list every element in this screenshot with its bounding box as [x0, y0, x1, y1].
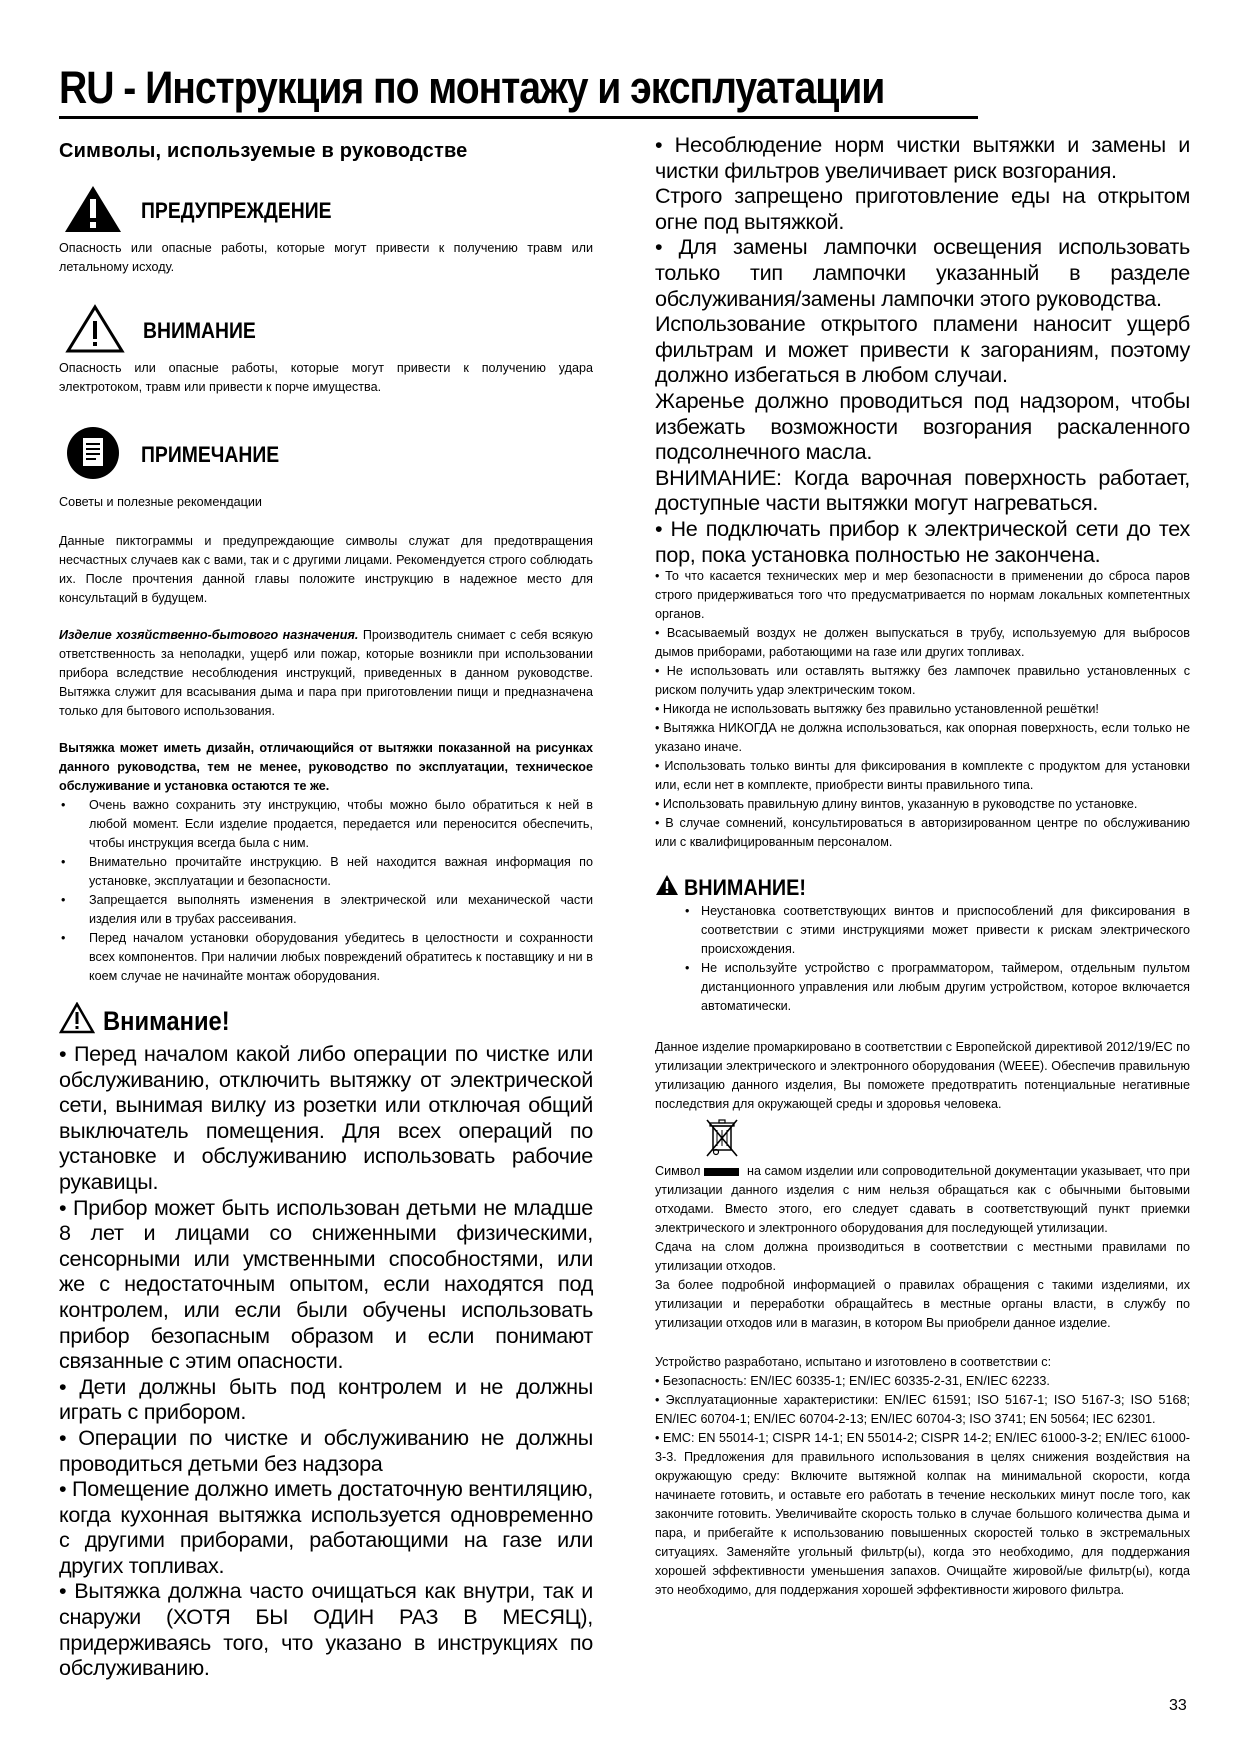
safety-paragraph: Жаренье должно проводиться под надзором, чтобы избежать возможности возгорания раскаленного подсолнечного масла.: [655, 387, 1190, 465]
symbol-desc: Опасность или опасные работы, которые могут привести к получению травм или летальному исходу.: [59, 241, 593, 274]
safety-note: • Не использовать или оставлять вытяжку без лампочек правильно установленных с риском получить удар электрическим током.: [655, 664, 1190, 698]
safety-notes: [655, 567, 1190, 852]
note-icon: [65, 425, 141, 486]
warning-triangle-icon: [65, 304, 143, 359]
info-paragraph: За более подробной информацией о правилах обращения с такими изделиями, их утилизации и переработки обращайтесь в местные органы власти, в службу по утилизации отходов или в магазин, в котором Вы приобрели данное изделие.: [655, 1278, 1190, 1331]
safety-paragraph: Строго запрещено приготовление еды на открытом огне под вытяжкой.: [655, 183, 1190, 234]
warning-paragraph: • Дети должны быть под контролем и не должны играть с прибором.: [59, 1373, 593, 1425]
list-item: • Перед началом установки оборудования убедитесь в целостности и сохранности всех компонентов. При наличии любых повреждений обратитесь к поставщику и ни в коем случае не начинайте монтаж оборудования.: [59, 929, 593, 986]
warning-title: Внимание!: [103, 1006, 230, 1036]
standards-item: • Безопасность: EN/IEC 60335-1; EN/IEC 60335-2-31, EN/IEC 62233.: [655, 1374, 1050, 1389]
paragraph-bold: Вытяжка может иметь дизайн, отличающийся от вытяжки показанной на рисунках данного руководства, тем не менее, руководство по эксплуатации, техническое обслуживание и установка остаются те же.: [59, 741, 593, 793]
symbols-heading: Символы, используемые в руководстве: [59, 140, 468, 162]
list-item: • Не используйте устройство с программатором, таймером, отдельным пультом дистанционного управления или любым другим устройством, которое включается автоматически.: [655, 959, 1190, 1016]
warning2-list: [655, 902, 1190, 1016]
warning-paragraph: • Операции по чистке и обслуживанию не должны проводиться детьми без надзора: [59, 1424, 593, 1476]
standards-intro: Устройство разработано, испытано и изготовлено в соответствии с:: [655, 1355, 1052, 1370]
symbol-lead: Символ: [655, 1164, 701, 1179]
warning-triangle-icon: [59, 1002, 95, 1041]
warning2-title: ВНИМАНИЕ!: [684, 875, 806, 901]
symbol-paragraph: [655, 1162, 1190, 1238]
safety-note: • То что касается технических мер и мер безопасности в применении до сброса паров строго придерживаться того что предусматривается по нормам локальных компетентных органов.: [655, 569, 1190, 622]
scrap-paragraph: Сдача на слом должна производиться в соответствии с местными правилами по утилизации отходов.: [655, 1240, 1190, 1274]
standards-item: • Эксплуатационные характеристики: EN/IEC 61591; ISO 5167-1; ISO 5167-3; ISO 5168; EN/IEC 60704-1; EN/IEC 60704-2-13; EN/IEC 60704-3; ISO 3741; EN 50564; IEC 62301.: [655, 1393, 1190, 1427]
list-item: • Неустановка соответствующих винтов и приспособлений для фиксирования в соответствии с этими инструкциями может привести к рискам электрического происхождения.: [655, 902, 1190, 959]
safety-paragraph: • Для замены лампочки освещения использовать только тип лампочки указанный в разделе обслуживания/замены лампочки этого руководства.: [655, 234, 1190, 311]
symbol-title: ПРИМЕЧАНИЕ: [141, 442, 280, 467]
safety-paragraph: • Несоблюдение норм чистки вытяжки и замены и чистки фильтров увеличивает риск возгорания.: [655, 132, 1190, 183]
safety-text: [655, 132, 1190, 567]
left-column: [59, 132, 593, 1681]
warning2-heading: [655, 874, 1190, 902]
weee-bar-icon: [704, 1168, 739, 1176]
symbol-caution: [65, 303, 593, 359]
warning-paragraph: • Вытяжка должна часто очищаться как внутри, так и снаружи (ХОТЯ БЫ ОДИН РАЗ В МЕСЯЦ), придерживаясь того, что указано в инструкциях по обслуживанию.: [59, 1578, 593, 1681]
paragraph-text: Производитель снимает с себя всякую ответственность за неполадки, ущерб или пожар, которые возникли при использовании прибора вследствие несоблюдения инструкций, приведенных в данном руководстве. Вытяжка служит для всасывания дыма и пара при приготовлении пищи и предназначена только для бытового использования.: [59, 628, 594, 718]
safety-paragraph: Использование открытого пламени наносит ущерб фильтрам и может привести к загораниям, поэтому должно избегаться в любом случаи.: [655, 311, 1190, 388]
symbol-note: [65, 423, 593, 487]
weee-paragraph: Данное изделие промаркировано в соответствии с Европейской директивой 2012/19/EC по утилизации электрического и электронного оборудования (WEEE). Обеспечив правильную утилизацию данного изделия, Вы поможете предотвратить потенциальные негативные последствия для окружающей среды и здоровья человека.: [655, 1040, 1190, 1112]
safety-note: • Вытяжка НИКОГДА не должна использоваться, как опорная поверхность, если только не указано иначе.: [655, 721, 1190, 755]
symbol-title: ПРЕДУПРЕЖДЕНИЕ: [141, 198, 332, 223]
safety-note: • Никогда не использовать вытяжку без правильно установленной решётки!: [655, 702, 1099, 717]
right-column: [655, 132, 1190, 1600]
danger-triangle-icon: [63, 184, 141, 239]
safety-note: • Всасываемый воздух не должен выпускаться в трубу, используемую для выбросов дымов приборами, работающими на газе или других топливах.: [655, 626, 1190, 660]
safety-note: • В случае сомнений, консультироваться в авторизированном центре по обслуживанию или с квалифицированным персоналом.: [655, 816, 1190, 850]
warning-heading: [59, 1002, 593, 1041]
symbol-title: ВНИМАНИЕ: [143, 318, 256, 343]
symbol-text: на самом изделии или сопроводительной документации указывает, что при утилизации данного изделия с ним нельзя обращаться как с обычными бытовыми отходами. Вместо этого, его следует сдавать в соответствующий пункт приемки электрического и электронного оборудования для последующей утилизации.: [655, 1164, 1190, 1236]
standards-item: • EMC: EN 55014-1; CISPR 14-1; EN 55014-2; CISPR 14-2; EN/IEC 61000-3-2; EN/IEC 61000-3-3. Предложения для правильного использования в целях снижения воздействия на окружающую среду: Включите вытяжной колпак на минимальной скорости, когда начинаете готовить, и оставьте его работать в течение нескольких минут после того, как закончите готовить. Увеличивайте скорость только в случае большого количества дыма и пара, и прибегайте к использованию повышенных скоростей только в экстремальных ситуациях. Заменяйте угольный фильтр(ы), когда это необходимо, для поддержания хорошей эффективности уменьшения запахов. Очищайте жировой/ые фильтр(ы), когда это необходимо, для поддержания хорошей эффективности жирового фильтра.: [655, 1431, 1190, 1598]
symbol-warning-danger: [63, 183, 593, 239]
title-underline: [59, 116, 978, 119]
paragraph: Данные пиктограммы и предупреждающие символы служат для предотвращения несчастных случаев как с вами, так и с другими лицами. Рекомендуется строго соблюдать их. После прочтения данной главы положите инструкцию в надежное место для консультаций в будущем.: [59, 534, 593, 605]
paragraph: [59, 626, 593, 721]
warning-body: [59, 1041, 593, 1681]
crossed-bin-icon: [705, 1118, 1190, 1160]
safety-note: • Использовать правильную длину винтов, указанную в руководстве по установке.: [655, 797, 1138, 812]
safety-paragraph: • Не подключать прибор к электрической сети до тех пор, пока установка полностью не закончена.: [655, 515, 1190, 567]
list-item: • Внимательно прочитайте инструкцию. В ней находится важная информация по установке, эксплуатации и безопасности.: [59, 853, 593, 891]
list-item: • Очень важно сохранить эту инструкцию, чтобы можно было обратиться к ней в любой момент. Если изделие продается, передается или переносится обеспечить, чтобы инструкция всегда была с ним.: [59, 796, 593, 853]
danger-triangle-icon: [655, 874, 679, 902]
symbol-desc: Опасность или опасные работы, которые могут привести к получению удара электротоком, травм или привести к порче имущества.: [59, 361, 593, 394]
page-number: 33: [1169, 1697, 1187, 1714]
warning-paragraph: • Прибор может быть использован детьми не младше 8 лет и лицами со сниженными физическими, сенсорными или умственными способностями, или же с недостаточным опытом, если находятся под контролем, или если были обучены использовать прибор безопасным образом и если понимают связанные с этим опасности.: [59, 1194, 593, 1374]
safety-note: • Использовать только винты для фиксирования в комплекте с продуктом для установки или, если нет в комплекте, приобрести винты правильного типа.: [655, 759, 1190, 793]
symbol-desc: Советы и полезные рекомендации: [59, 495, 262, 509]
warning-paragraph: • Перед началом какой либо операции по чистке или обслуживанию, отключить вытяжку от электрической сети, вынимая вилку из розетки или отключая общий выключатель помещения. Для всех операций по установке и обслуживанию использовать рабочие рукавицы.: [59, 1041, 593, 1194]
bullet-list: [59, 796, 593, 986]
safety-paragraph: ВНИМАНИЕ: Когда варочная поверхность работает, доступные части вытяжки могут нагреваться.: [655, 464, 1190, 516]
paragraph-lead: Изделие хозяйственно-бытового назначения.: [59, 628, 359, 642]
warning-paragraph: • Помещение должно иметь достаточную вентиляцию, когда кухонная вытяжка используется одновременно с другими приборами, работающими на газе или других топливах.: [59, 1476, 593, 1578]
list-item: • Запрещается выполнять изменения в электрической или механической части изделия или в трубах рассеивания.: [59, 891, 593, 929]
page-title: RU - Инструкция по монтажу и эксплуатации: [59, 62, 885, 113]
